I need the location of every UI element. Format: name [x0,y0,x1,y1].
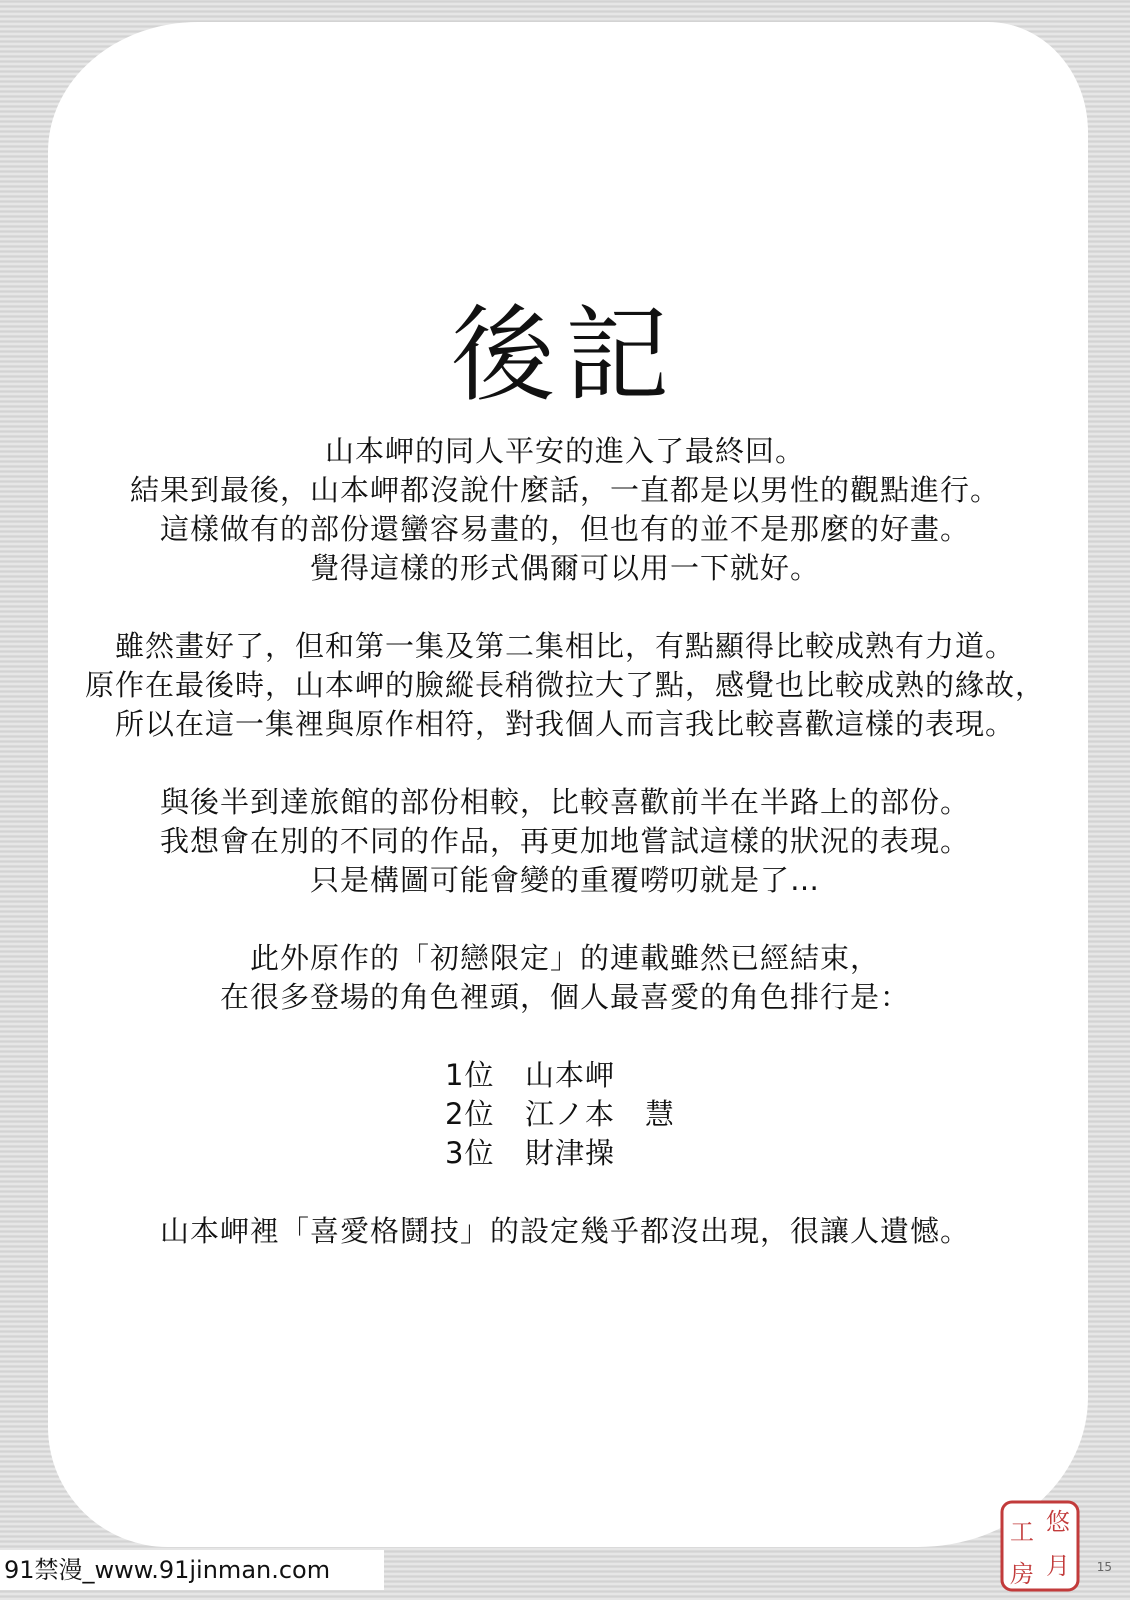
seal-char: 工 [1010,1518,1034,1546]
ranking-row [445,1095,685,1134]
paragraph-1 [60,432,1070,588]
character-ranking [60,1056,1070,1173]
text-line: 此外原作的「初戀限定」的連載雖然已經結束， [249,941,880,975]
closing-paragraph [60,1212,1070,1251]
text-line: 只是構圖可能會變的重覆嘮叨就是了… [309,863,820,897]
seal-char: 悠 [1046,1508,1070,1536]
text-line: 結果到最後，山本岬都沒說什麼話，一直都是以男性的觀點進行。 [129,473,1000,507]
page-title: 後記 [450,293,679,416]
page-number: 15 [1096,1560,1112,1574]
paragraph-3 [60,783,1070,900]
rank-position: 3位 [445,1136,495,1170]
ranking-row [445,1056,685,1095]
text-line: 山本岬裡「喜愛格鬪技」的設定幾乎都沒出現，很讓人遺憾。 [159,1214,970,1248]
rank-position: 2位 [445,1097,495,1131]
text-line: 山本岬的同人平安的進入了最終回。 [324,434,805,468]
text-line: 覺得這樣的形式偶爾可以用一下就好。 [309,551,820,585]
text-line: 所以在這一集裡與原作相符，對我個人而言我比較喜歡這樣的表現。 [114,707,1015,741]
rank-name: 山本岬 [525,1058,616,1092]
text-line: 我想會在別的不同的作品，再更加地嘗試這樣的狀況的表現。 [159,824,970,858]
text-line: 與後半到達旅館的部份相較，比較喜歡前半在半路上的部份。 [159,785,970,819]
rank-name: 財津操 [525,1136,616,1170]
rank-position: 1位 [445,1058,495,1092]
paragraph-2 [60,627,1070,744]
publisher-seal [1000,1500,1080,1592]
text-line: 雖然畫好了，但和第一集及第二集相比，有點顯得比較成熟有力道。 [114,629,1015,663]
text-line: 這樣做有的部份還蠻容易畫的，但也有的並不是那麼的好畫。 [159,512,970,546]
seal-char: 房 [1010,1560,1034,1588]
paragraph-4 [60,939,1070,1017]
text-line: 原作在最後時，山本岬的臉縱長稍微拉大了點，感覺也比較成熟的緣故， [84,668,1045,702]
rank-name: 江ノ本 慧 [525,1097,676,1131]
afterword-body [60,432,1070,1290]
site-watermark: 91禁漫_www.91jinman.com [0,1550,384,1590]
seal-char: 月 [1046,1552,1070,1580]
text-line: 在很多登場的角色裡頭，個人最喜愛的角色排行是： [219,980,910,1014]
ranking-row [445,1134,685,1173]
